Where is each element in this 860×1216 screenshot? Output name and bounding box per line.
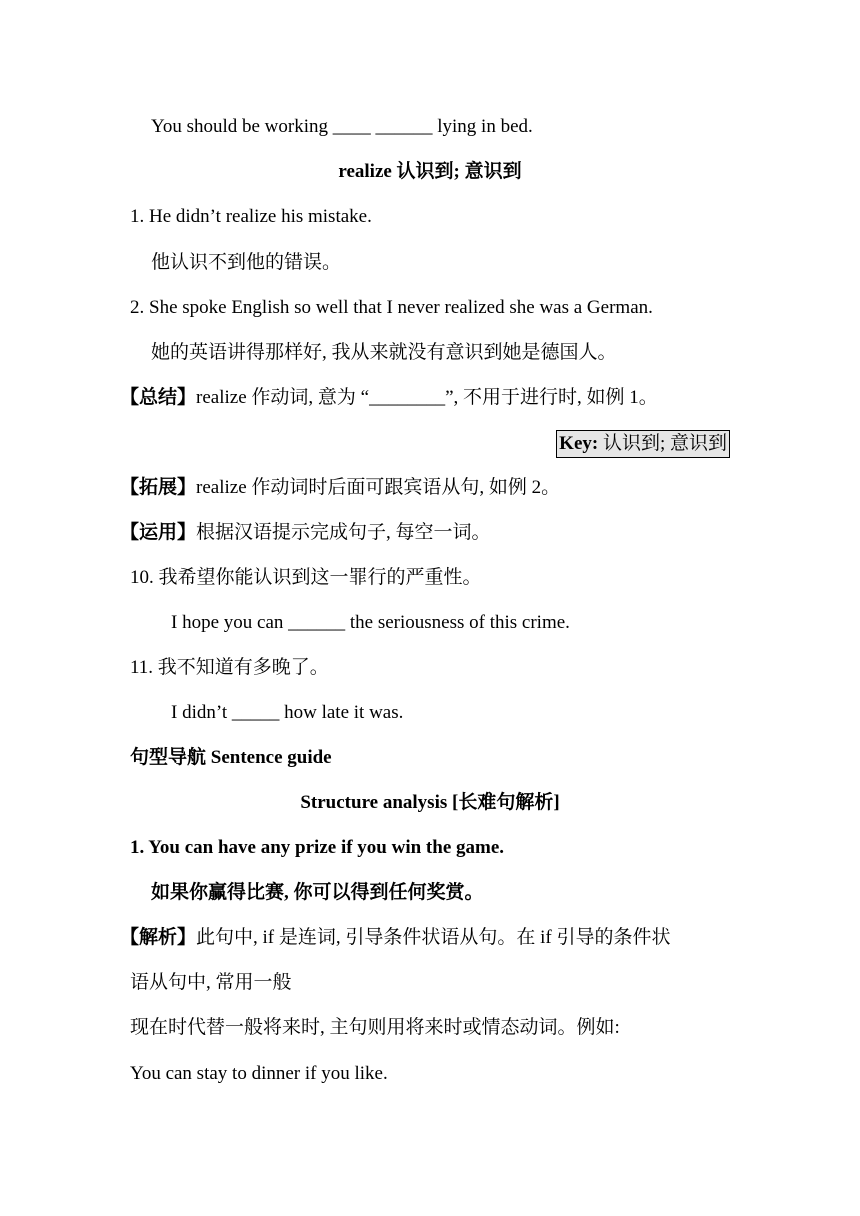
analysis-line-3: 现在时代替一般将来时, 主句则用将来时或情态动词。例如: <box>130 1017 620 1038</box>
analysis-text-1: 此句中, if 是连词, 引导条件状语从句。在 if 引导的条件状 <box>196 927 671 948</box>
example-1-english: 1. He didn’t realize his mistake. <box>130 206 372 227</box>
question-10-english: I hope you can ______ the seriousness of this crime. <box>171 612 570 633</box>
key-value: 认识到; 意识到 <box>598 433 727 454</box>
apply-line <box>120 521 491 545</box>
structure-sentence-1-english: 1. You can have any prize if you win the game. <box>130 837 505 858</box>
structure-sentence-1-chinese: 如果你赢得比赛, 你可以得到任何奖赏。 <box>151 882 484 903</box>
analysis-line-2: 语从句中, 常用一般 <box>130 972 292 993</box>
exercise-sentence: You should be working ____ ______ lying in bed. <box>151 116 533 137</box>
summary-text: realize 作动词, 意为 “________”, 不用于进行时, 如例 1。 <box>196 387 658 408</box>
sentence-guide-heading: 句型导航 Sentence guide <box>130 747 332 768</box>
answer-key-box <box>556 430 730 458</box>
example-1-chinese: 他认识不到他的错误。 <box>151 252 342 273</box>
question-11-chinese: 11. 我不知道有多晚了。 <box>130 657 329 678</box>
question-11-english: I didn’t _____ how late it was. <box>171 702 404 723</box>
summary-tag: 【总结】 <box>120 387 197 408</box>
analysis-line-1 <box>120 926 670 950</box>
extend-text: realize 作动词时后面可跟宾语从句, 如例 2。 <box>196 477 561 498</box>
vocab-heading-realize: realize 认识到; 意识到 <box>338 161 522 182</box>
analysis-tag: 【解析】 <box>120 927 197 948</box>
example-2-chinese: 她的英语讲得那样好, 我从来就没有意识到她是德国人。 <box>151 342 617 363</box>
apply-text: 根据汉语提示完成句子, 每空一词。 <box>196 522 491 543</box>
apply-tag: 【运用】 <box>120 522 197 543</box>
example-2-english: 2. She spoke English so well that I never realized she was a German. <box>130 297 653 318</box>
question-10-chinese: 10. 我希望你能认识到这一罪行的严重性。 <box>130 567 482 588</box>
extend-tag: 【拓展】 <box>120 477 197 498</box>
example-sentence-last: You can stay to dinner if you like. <box>130 1063 388 1084</box>
extend-line <box>120 476 560 500</box>
summary-line <box>120 386 658 410</box>
key-label: Key: <box>559 433 599 454</box>
structure-analysis-heading: Structure analysis [长难句解析] <box>300 792 560 813</box>
